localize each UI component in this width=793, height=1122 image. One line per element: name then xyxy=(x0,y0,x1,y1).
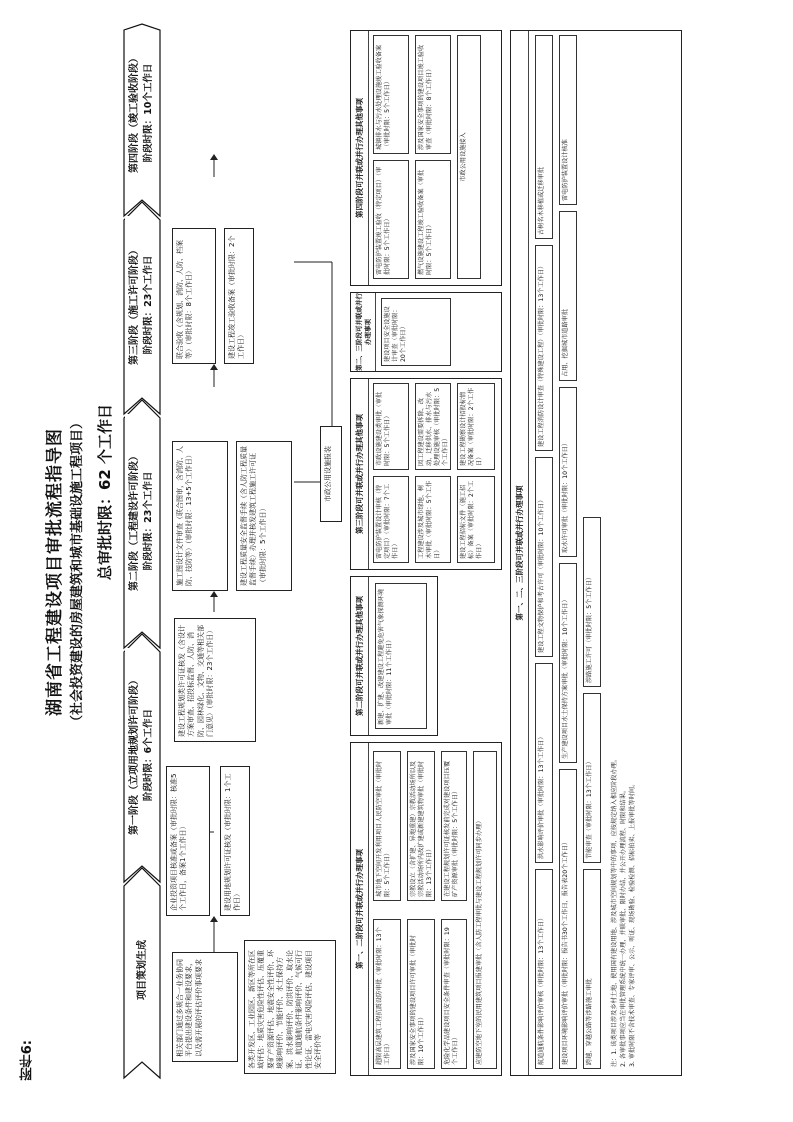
sec4-item: 雷电防护装置竣工验收（特定项目）（审批时限：5个工作日） xyxy=(373,160,409,279)
stage-3-header: 第三阶段（施工许可阶段） 阶段时限：23个工作日 xyxy=(125,216,154,394)
flowchart-canvas xyxy=(32,22,767,1082)
sec12-item: 超限高层建筑工程抗震设防审批（审批时限：13个工作日） xyxy=(373,919,401,1069)
sec123-item: 建设工程消防设计审查（特殊建设工程）（审批时限：13个工作日） xyxy=(535,245,553,451)
stage23-parallel-section: 第二、三阶段可并联或并行办理事项 建设项目安全设施设计审查（审批时限：20个工作日） xyxy=(350,292,502,372)
sec4-item: 市政公用设施接入 xyxy=(457,35,481,279)
stage4-other-section: 第四阶段可并联或并行办理其他事项 雷电防护装置竣工验收（特定项目）（审批时限：5个工作日） 城镇排水与污水处理设施竣工验收备案（审批时限：5个工作日） 燃气设施建设工程竣工验收备案（审批时限：5个工作日） 涉及国家安全事项的建设项目竣工验收审查（审批时限：8个工作日） 市政公用设施接入 xyxy=(350,30,502,286)
sec4-item: 燃气设施建设工程竣工验收备案（审批时限：5个工作日） xyxy=(415,160,451,279)
page-subtitle: （社会投资建设的房屋建筑和城市基础设施工程项目） xyxy=(70,416,85,729)
sec12-item: 在建设工程规划许可证核发前完成对建设项目压覆矿产资源审批（审批时限：5个工作日） xyxy=(441,751,467,901)
sec123-item: 洪水影响评价审批（审批时限：13个工作日） xyxy=(535,663,553,863)
attachment-label: 附件6: xyxy=(20,1040,35,1081)
project-approval-box: 企业投资项目核准或备案（审批时限：核准5个工作日，备案1个工作日） xyxy=(166,766,210,916)
sec123-item: 占用、挖掘城市道路审批 xyxy=(559,211,577,381)
stage2-other-section: 第二阶段可并联或并行办理其他事项 新建、扩建、改建建设工程避免危害气象探测环境审批（审批时限：11个工作日） xyxy=(350,576,438,736)
total-time: 总审批时限：62 个工作日 xyxy=(96,403,114,581)
municipal-utility-box: 市政公用设施报装 xyxy=(320,426,342,522)
drawing-review-box: 施工图设计文件审查（联合图审，含消防、人防、技防等）（审批时限：13+5个工作日） xyxy=(172,441,228,591)
sec123-item: 涉路施工许可（审批时限：5个工作日） xyxy=(583,517,601,687)
land-use-permit-box: 建设用地规划许可证核发（审批时限：1个工作日） xyxy=(220,766,250,916)
planning-coordination-box: 相关部门通过多规合一业务协同平台提出建设条件和建设要求，以及需开展的评估评价事项要求 xyxy=(172,952,238,1062)
stage-4-header: 第四阶段（竣工验收阶段） 阶段时限：10个工作日 xyxy=(125,30,154,196)
sec123-item: 生产建设项目水土保持方案审批（审批时限：10个工作日） xyxy=(559,563,577,763)
stage12-parallel-section: 第一、二阶段可并联或并行办理事项 超限高层建筑工程抗震设防审批（审批时限：13个工作日） 城市地下空间开发利用项目人民防空审批（审批时限：5个工作日） 涉及国家安全事项的建设项目许可审批（审批时限：10个工作日） 宗教设立（含扩建、异地重建）宗教活动场所以及宗教活动场所内改扩建或新建建筑物审批（审批时限：13个工作日） 危险化学品建设项目安全条件审查（审批时限：19个工作日） 在建设工程规划许可证核发前完成对建设项目压覆矿产资源审批（审批时限：5个工作日） 应建防空地下室的民用建筑项目报建审批（含人防工程审批与建设工程规划许可同步办理） xyxy=(350,742,502,1076)
sec12-item: 应建防空地下室的民用建筑项目报建审批（含人防工程审批与建设工程规划许可同步办理） xyxy=(473,751,497,1069)
sec123-item: 古树名木移植或迁移审批 xyxy=(535,35,553,239)
sec4-item: 城镇排水与污水处理设施竣工验收备案（审批时限：5个工作日） xyxy=(373,35,409,154)
sec23-item: 建设项目安全设施设计审查（审批时限：20个工作日） xyxy=(381,298,451,366)
sec123-item: 跨越、穿越公路等涉路施工审批 xyxy=(583,869,601,1069)
sec123-item: 建设项目环境影响评价审批（审批时限：报告书30个工作日，报告表20个工作日） xyxy=(559,769,577,1069)
sec3-item: 市政设施建设类审批（审批时限：5个工作日） xyxy=(373,383,409,470)
sec12-item: 涉及国家安全事项的建设项目许可审批（审批时限：10个工作日） xyxy=(407,919,435,1069)
stage-1-header: 第一阶段（立项用地规划许可阶段） 阶段时限：6个工作日 xyxy=(125,648,154,862)
footnotes: 注：1. 该类项目涉及乡村土地、使用国有建设用地、涉及城市空间规划等中的事项，应按规定纳入相应阶段办理。 2. 各审批事项应当在审批管理系统中统一办理，并联审批、限时办结，并公开办理流程、时限和结果。 3. 审批时限不含技术审查、专家评审、公示、听证、现场勘验、检验检测、招标拍卖、上报审批等时间。 xyxy=(611,755,636,1067)
sec4-item: 涉及国家安全事项的建设项目竣工验收审查（审批时限：8个工作日） xyxy=(415,35,451,154)
construction-permit-box: 建设工程质量安全监督手续（含人防工程质量监督手续）办理并核发建筑工程施工许可证（审批时限：5个工作日） xyxy=(236,441,292,591)
sec123-item: 建设工程文物保护和考古许可（审批时限：10个工作日） xyxy=(535,457,553,657)
sec123-item: 取水许可审批（审批时限：10个工作日） xyxy=(559,387,577,557)
stage3-other-section: 第三阶段可并联或并行办理其他事项 雷电防护装置设计审核（特定项目）（审批时限：7个工作日） 市政设施建设类审批（审批时限：5个工作日） 工程建设涉及城市绿地、树木审批（审批时限：5个工作日） 因工程建设需要拆除、改动、迁移供水、排水与污水处理设施审核（审批时限：5个工作日） 建设工程招标文件（施工招标）备案（审批时限：2个工作日） 建设工程勘察设计招投标情况备案（审批时限：2个工作日） xyxy=(350,378,502,570)
regional-assessment-box: 各类开发区、工业园区、新区等所在区域评估：地质灾害危险性评估、压覆重要矿产资源评估、地震安全性评价、环境影响评价、节能评价、水土保持方案、洪水影响评价、防洪评价、取水论证、航道通航条件影响评价、气候可行性论证、雷电灾害风险评估、建设项目安全评价等 xyxy=(244,940,336,1074)
planning-permit-box: 建设工程规划类许可证核发（含设计方案审查、招投标监督、人防、消防、园林绿化、文物、交通等相关部门意见）（审批时限：23个工作日） xyxy=(174,618,256,742)
sec123-item: 航道通航条件影响评价审核（审批时限：13个工作日） xyxy=(535,869,553,1069)
sec3-item: 雷电防护装置设计审核（特定项目）（审批时限：7个工作日） xyxy=(373,476,409,563)
stage-2-header: 第二阶段（工程建设许可阶段） 阶段时限：23个工作日 xyxy=(125,414,154,628)
sec3-item: 建设工程勘察设计招投标情况备案（审批时限：2个工作日） xyxy=(457,383,495,470)
sec3-item: 工程建设涉及城市绿地、树木审批（审批时限：5个工作日） xyxy=(415,476,451,563)
completion-filing-box: 建设工程竣工验收备案（审批时限：2个工作日） xyxy=(224,228,254,364)
sec3-item: 建设工程招标文件（施工招标）备案（审批时限：2个工作日） xyxy=(457,476,495,563)
stage-0-header: 项目策划生成 xyxy=(133,882,148,1058)
sec123-item: 节能审查（审批时限：13个工作日） xyxy=(583,693,601,863)
sec3-item: 因工程建设需要拆除、改动、迁移供水、排水与污水处理设施审核（审批时限：5个工作日） xyxy=(415,383,451,470)
stage123-parallel-section: 第一、二、三阶段可并联或并行办理事项 航道通航条件影响评价审核（审批时限：13个工作日） 洪水影响评价审批（审批时限：13个工作日） 建设工程文物保护和考古许可（审批时限：10个工作日） 建设工程消防设计审查（特殊建设工程）（审批时限：13个工作日） 古树名木移植或迁移审批 建设项目环境影响评价审批（审批时限：报告书30个工作日，报告表20个工作日） 生产建设项目水土保持方案审批（审批时限：10个工作日） 取水许可审批（审批时限：10个工作日） 占用、挖掘城市道路审批 雷电防护装置设计核准 跨越、穿越公路等涉路施工审批 节能审查（审批时限：13个工作日） 涉路施工许可（审批时限：5个工作日） 注：1. 该类项目涉及乡村土地、使用国有建设用地、涉及城市空间规划等中的事项，应按规定纳入相应阶段办理。 2. 各审批事项应当在审批管理系统中统一办理，并联审批、限时办结，并公开办理流程、时限和结果。 3. 审批时限不含技术审查、专家评审、公示、听证、现场勘验、检验检测、招标拍卖、上报审批等时间。 xyxy=(510,30,682,1076)
sec123-item: 雷电防护装置设计核准 xyxy=(559,35,577,205)
sec12-item: 城市地下空间开发利用项目人民防空审批（审批时限：5个工作日） xyxy=(373,751,401,901)
page-title: 湖南省工程建设项目审批流程指导图 xyxy=(45,428,65,716)
sec2-item: 新建、扩建、改建建设工程避免危害气象探测环境审批（审批时限：11个工作日） xyxy=(375,583,427,729)
sec12-item: 宗教设立（含扩建、异地重建）宗教活动场所以及宗教活动场所内改扩建或新建建筑物审批（审批时限：13个工作日） xyxy=(407,751,435,901)
sec12-item: 危险化学品建设项目安全条件审查（审批时限：19个工作日） xyxy=(441,919,467,1069)
joint-acceptance-box: 联合验收（含规划、消防、人防、档案等）（审批时限：8个工作日） xyxy=(172,228,216,364)
